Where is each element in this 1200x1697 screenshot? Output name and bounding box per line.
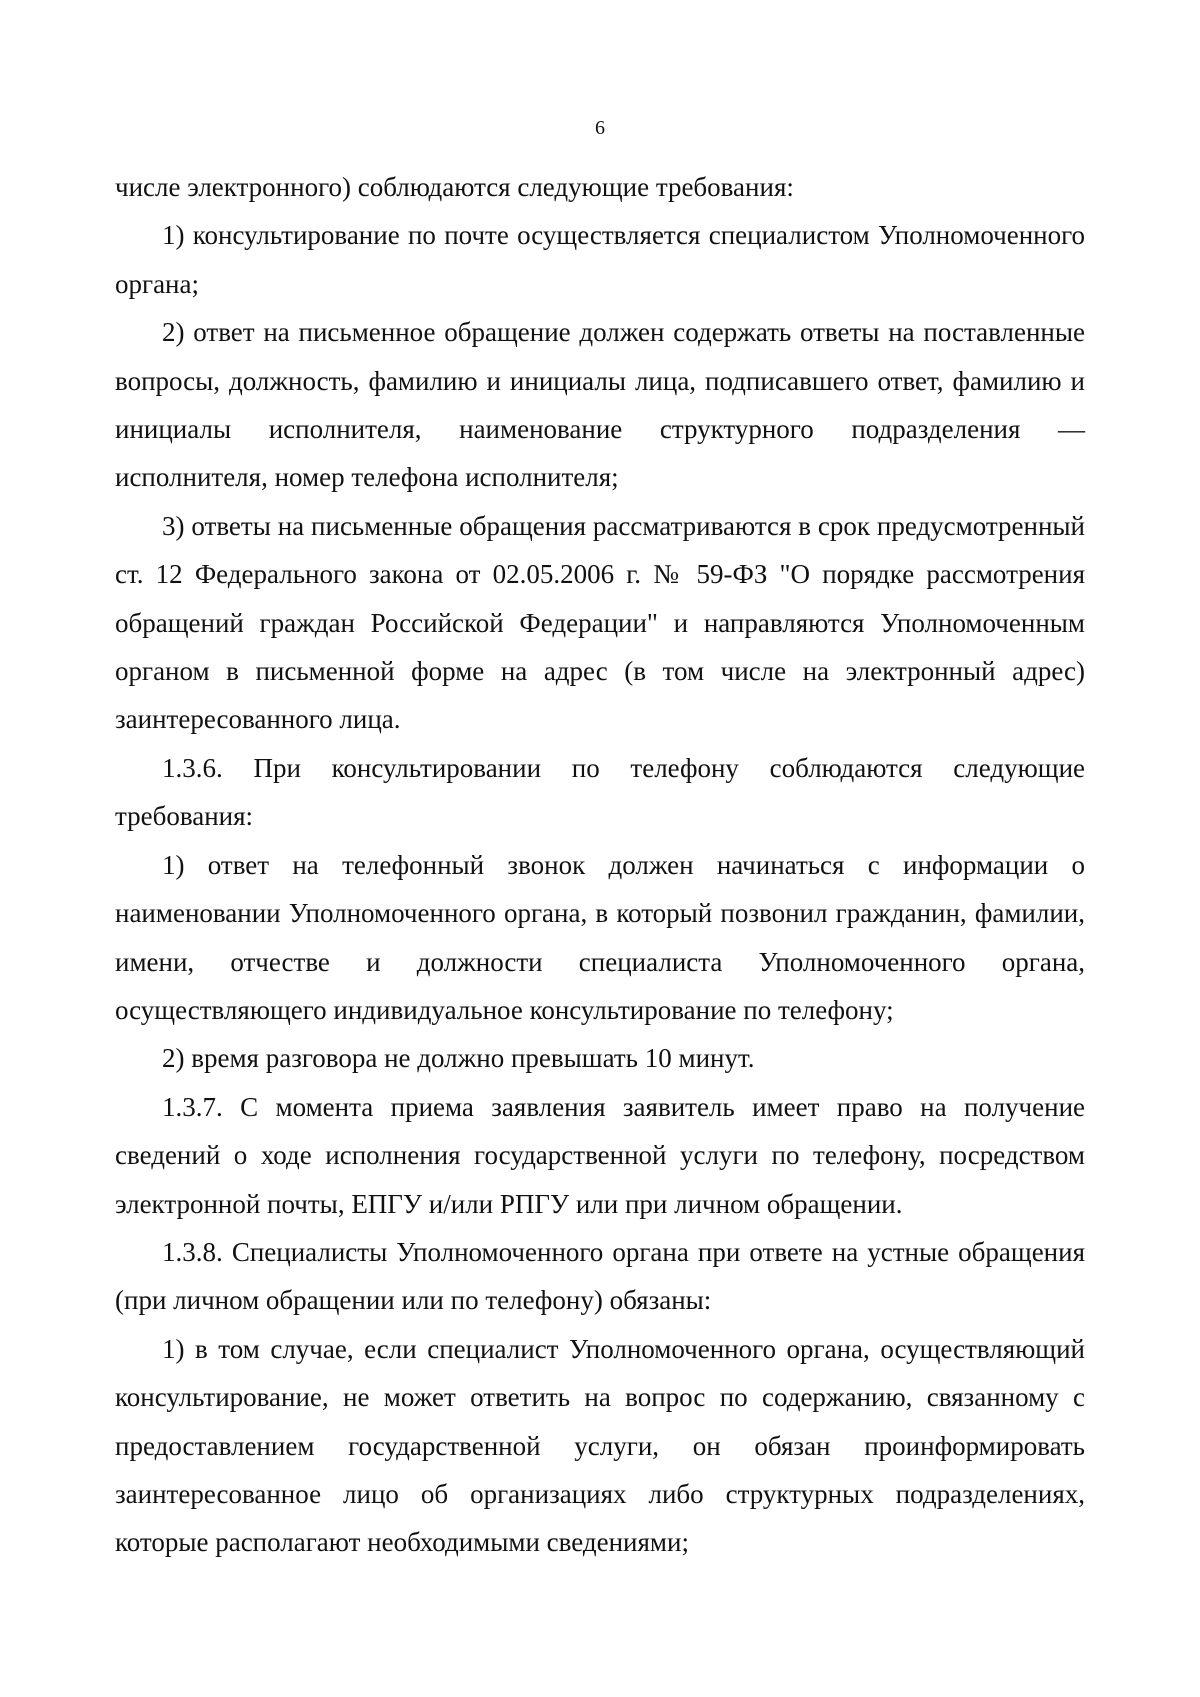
paragraph-item-3-deadlines: 3) ответы на письменные обращения рассматриваются в срок предусмотренный ст. 12 Федерального закона от 02.05.2006 г. № 59-ФЗ "О порядке рассмотрения обращений граждан Российской Федерации" и направляются Уполномоченным органом в письменной форме на адрес (в том числе на электронный адрес) заинтересованного лица. <box>115 510 1085 735</box>
paragraph-1-3-7: 1.3.7. С момента приема заявления заявитель имеет право на получение сведений о ходе исполнения государственной услуги по телефону, посредством электронной почты, ЕПГУ и/или РПГУ или при личном обращении. <box>115 1091 1085 1219</box>
paragraph-continuation: числе электронного) соблюдаются следующие требования: <box>115 172 794 202</box>
paragraph-phone-item-2: 2) время разговора не должно превышать 10 минут. <box>162 1043 755 1074</box>
paragraph-1-3-6: 1.3.6. При консультировании по телефону соблюдаются следующие требования: <box>115 752 1085 832</box>
paragraph-item-2-written-reply: 2) ответ на письменное обращение должен содержать ответы на поставленные вопросы, должность, фамилию и инициалы лица, подписавшего ответ, фамилию и инициалы исполнителя, наименование структурного подразделения — исполнителя, номер телефона исполнителя; <box>115 317 1085 493</box>
document-body <box>115 163 1085 1567</box>
paragraph-1-3-8: 1.3.8. Специалисты Уполномоченного органа при ответе на устные обращения (при личном обращении или по телефону) обязаны: <box>115 1236 1085 1316</box>
paragraph-item-1-mail: 1) консультирование по почте осуществляется специалистом Уполномоченного органа; <box>115 220 1085 299</box>
page-number: 6 <box>595 117 605 139</box>
paragraph-oral-item-1: 1) в том случае, если специалист Уполномоченного органа, осуществляющий консультирование, не может ответить на вопрос по содержанию, связанному с предоставлением государственной услуги, он обязан проинформировать заинтересованное лицо об организациях либо структурных подразделениях, которые располагают необходимыми сведениями; <box>115 1333 1085 1558</box>
paragraph-phone-item-1: 1) ответ на телефонный звонок должен начинаться с информации о наименовании Уполномоченного органа, в который позвонил гражданин, фамилии, имени, отчестве и должности специалиста Уполномоченного органа, осуществляющего индивидуальное консультирование по телефону; <box>115 849 1085 1025</box>
